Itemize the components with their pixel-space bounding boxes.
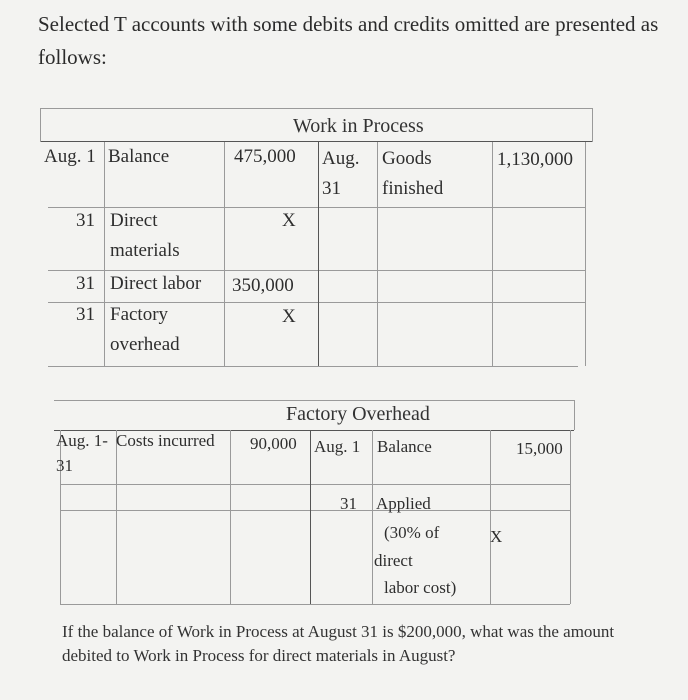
foh-col-line — [116, 430, 117, 604]
wip-bottom-line — [48, 366, 578, 367]
wip-col-line — [224, 142, 225, 366]
wip-row4-label: Factory overhead — [110, 304, 180, 355]
wip-row1-label: Balance — [108, 146, 170, 167]
wip-row3-label: Direct labor — [110, 273, 202, 294]
foh-credit1-date: Aug. 1 — [314, 437, 361, 456]
foh-col-line — [372, 430, 373, 604]
foh-debit-label: Costs incurred — [116, 431, 215, 450]
foh-debit-amount: 90,000 — [250, 434, 297, 453]
wip-right-edge — [592, 108, 593, 142]
foh-center-line — [310, 430, 311, 604]
foh-credit2-date: 31 — [340, 494, 357, 513]
wip-top-line — [40, 108, 592, 109]
wip-row1-amount: 475,000 — [234, 146, 296, 167]
wip-row2-amount: X — [282, 210, 296, 231]
wip-credit-label-2: finished — [382, 178, 444, 199]
wip-col-line — [104, 142, 105, 366]
wip-row4-date: 31 — [76, 304, 95, 325]
wip-left-edge — [40, 108, 41, 142]
question-text: If the balance of Work in Process at August 31 is $200,000, what was the amount debited to Work in Process for direct materials in August? — [62, 622, 615, 665]
wip-col-line — [585, 142, 586, 366]
foh-bottom-line — [60, 604, 570, 605]
wip-title: Work in Process — [293, 115, 424, 137]
foh-credit2-label-2: (30% of — [384, 523, 440, 542]
foh-debit-date-2: 31 — [56, 456, 73, 475]
foh-col-line — [570, 430, 571, 604]
wip-row3-date: 31 — [76, 273, 95, 294]
foh-col-line — [490, 430, 491, 604]
foh-credit1-label: Balance — [377, 437, 432, 456]
wip-row2-date: 31 — [76, 210, 95, 231]
foh-title: Factory Overhead — [286, 403, 430, 425]
wip-credit-label-1: Goods — [382, 148, 432, 169]
wip-credit-date-1: Aug. — [322, 148, 360, 169]
wip-credit-amount: 1,130,000 — [497, 149, 573, 170]
wip-row2-label: Direct materials — [110, 210, 180, 261]
foh-top-line — [54, 400, 574, 401]
foh-right-edge — [574, 400, 575, 430]
wip-row1-date: Aug. 1 — [44, 146, 96, 167]
foh-col-line — [230, 430, 231, 604]
wip-credit-date-2: 31 — [322, 178, 341, 199]
intro-text: Selected T accounts with some debits and credits omitted are presented as follows: — [38, 12, 659, 69]
foh-row-line — [60, 510, 570, 511]
wip-center-line — [318, 142, 319, 366]
foh-debit-date: Aug. 1- — [56, 431, 108, 450]
wip-row4-amount: X — [282, 306, 296, 327]
foh-row-line — [60, 484, 570, 485]
wip-col-line — [377, 142, 378, 366]
foh-credit2-amount: X — [490, 527, 503, 546]
foh-credit1-amount: 15,000 — [516, 439, 563, 458]
wip-row3-amount: 350,000 — [232, 275, 294, 296]
foh-credit2-label-4: labor cost) — [384, 578, 457, 597]
foh-credit2-label-3: direct — [374, 551, 413, 570]
foh-credit2-label-1: Applied — [376, 494, 431, 513]
wip-col-line — [492, 142, 493, 366]
